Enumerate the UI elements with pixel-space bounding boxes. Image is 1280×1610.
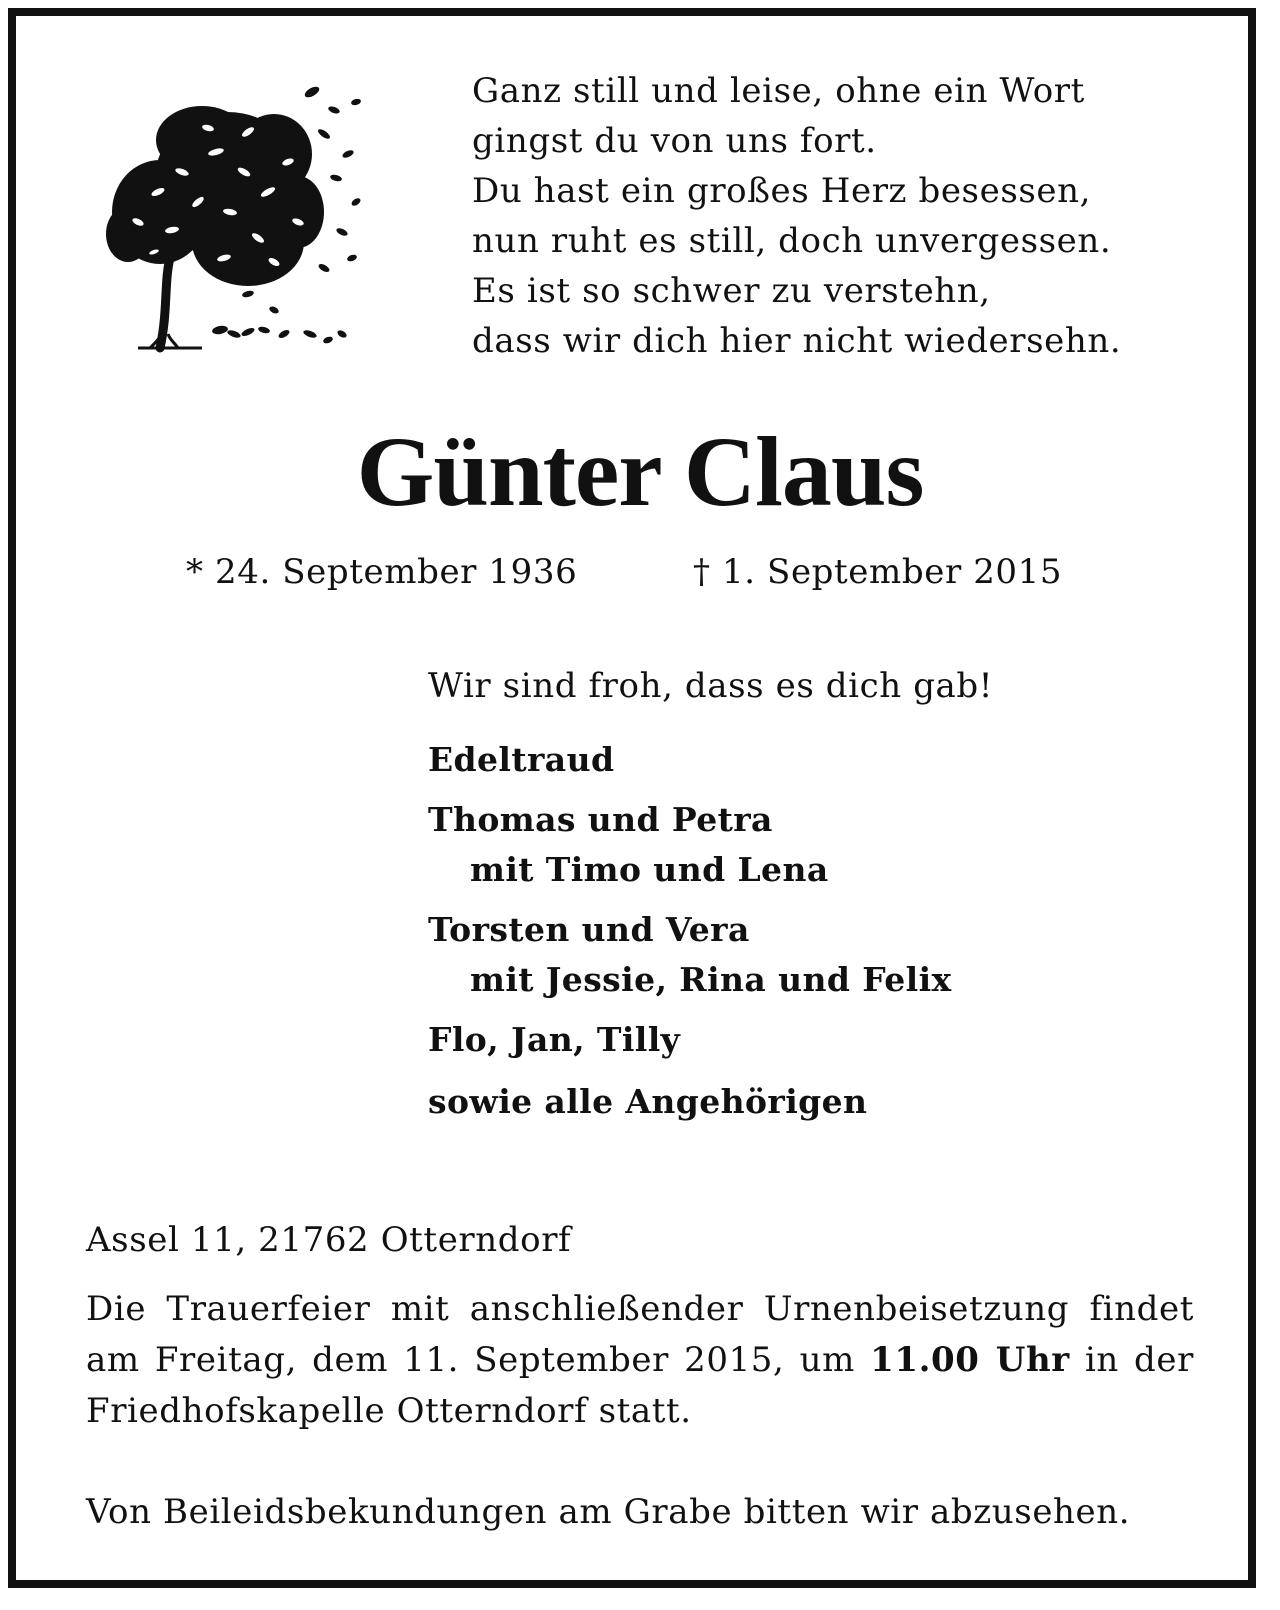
condolence-note: Von Beileidsbekundungen am Grabe bitten wir abzusehen. bbox=[86, 1492, 1131, 1532]
deceased-name: Günter Claus bbox=[356, 416, 924, 527]
windblown-tree-icon bbox=[98, 62, 378, 362]
family-member-children: mit Timo und Lena bbox=[470, 850, 829, 889]
poem-line: gingst du von uns fort. bbox=[472, 121, 877, 161]
birth-date: * 24. September 1936 bbox=[186, 552, 578, 592]
memorial-poem bbox=[472, 66, 1121, 366]
poem-line: Es ist so schwer zu verstehn, bbox=[472, 271, 991, 311]
ceremony-location: in der Friedhofskapelle Otterndorf statt. bbox=[86, 1340, 1194, 1431]
poem-line: nun ruht es still, doch unvergessen. bbox=[472, 221, 1112, 261]
family-member: Flo, Jan, Tilly bbox=[428, 1020, 681, 1059]
ceremony-text: Die Trauerfeier mit anschließender Urnenbeisetzung findet am Freitag, dem 11. September 2015, um bbox=[86, 1289, 1194, 1380]
poem-line: Ganz still und leise, ohne ein Wort bbox=[472, 71, 1085, 111]
address: Assel 11, 21762 Otterndorf bbox=[86, 1220, 572, 1260]
family-member: Thomas und Petra bbox=[428, 800, 773, 839]
death-date: † 1. September 2015 bbox=[693, 552, 1063, 592]
ceremony-notice bbox=[86, 1284, 1194, 1437]
family-member-children: mit Jessie, Rina und Felix bbox=[470, 960, 952, 999]
family-relatives: sowie alle Angehörigen bbox=[428, 1082, 868, 1121]
ceremony-time: 11.00 Uhr bbox=[870, 1340, 1070, 1380]
poem-line: Du hast ein großes Herz besessen, bbox=[472, 171, 1092, 211]
closing-line: Wir sind froh, dass es dich gab! bbox=[428, 666, 994, 706]
family-member: Torsten und Vera bbox=[428, 910, 750, 949]
family-member: Edeltraud bbox=[428, 740, 615, 779]
poem-line: dass wir dich hier nicht wiedersehn. bbox=[472, 321, 1122, 361]
